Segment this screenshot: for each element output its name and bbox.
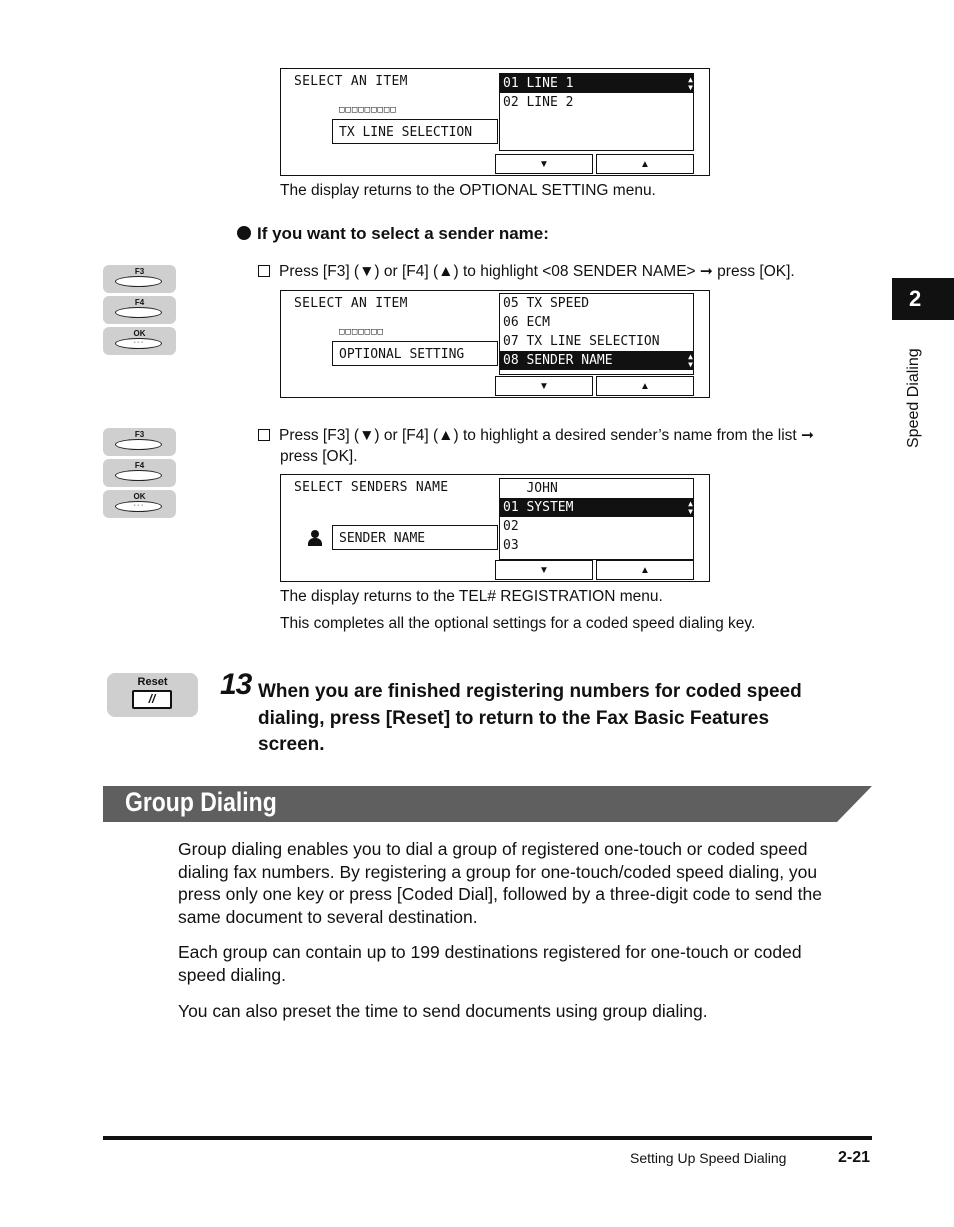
key-group-sender xyxy=(103,265,176,358)
paragraph: You can also preset the time to send documents using group dialing. xyxy=(178,1001,708,1021)
current-setting-field: TX LINE SELECTION xyxy=(332,119,498,144)
f3-key[interactable]: F3 xyxy=(103,428,176,456)
reset-key[interactable]: Reset // xyxy=(107,673,198,717)
f4-key[interactable]: F4 xyxy=(103,459,176,487)
current-setting-field: OPTIONAL SETTING xyxy=(332,341,498,366)
screen-title: SELECT AN ITEM xyxy=(294,296,408,311)
scroll-down-button[interactable]: ▼ xyxy=(495,376,593,396)
ok-key[interactable]: OK ◦ ◦ ◦ xyxy=(103,490,176,518)
screen-title: SELECT AN ITEM xyxy=(294,74,408,89)
list-item[interactable]: 02 xyxy=(503,519,519,534)
checkbox-icon xyxy=(258,265,270,277)
side-section-label: Speed Dialing xyxy=(905,348,922,448)
paragraph: Group dialing enables you to dial a group of registered one-touch or coded speed dialing fax numbers. By registering a group for one-touch/coded speed dialing, you press only one key or press [Coded Dial], followed by a three-digit code to send the same document to several destination. xyxy=(178,839,822,927)
checkbox-icon xyxy=(258,429,270,441)
list-item[interactable]: 05 TX SPEED xyxy=(503,296,590,311)
list-item[interactable]: 03 xyxy=(503,538,519,553)
chapter-tab: 2 xyxy=(892,278,954,320)
lcd-screen-tx-line xyxy=(280,68,710,176)
lcd-screen-senders-name xyxy=(280,474,710,582)
list-item[interactable]: 02 LINE 2 xyxy=(503,95,574,110)
entry-indicator: □□□□□□□ xyxy=(339,327,384,337)
f4-key[interactable]: F4 xyxy=(103,296,176,324)
paragraph: Each group can contain up to 199 destinations registered for one-touch or coded speed dialing. xyxy=(178,942,802,985)
footer-rule xyxy=(103,1136,872,1140)
current-setting-field: SENDER NAME xyxy=(332,525,498,550)
caption-tel-registration: The display returns to the TEL# REGISTRATION menu. xyxy=(280,588,663,605)
step-instruction: Press [F3] (▼) or [F4] (▲) to highlight <08 SENDER NAME> ➞ press [OK]. xyxy=(258,262,795,281)
option-list xyxy=(499,73,694,151)
section-title: Group Dialing xyxy=(125,787,277,817)
scroll-down-button[interactable]: ▼ xyxy=(495,560,593,580)
scroll-up-button[interactable]: ▲ xyxy=(596,154,694,174)
list-item[interactable]: 07 TX LINE SELECTION xyxy=(503,334,660,349)
ok-key[interactable]: OK ◦ ◦ ◦ xyxy=(103,327,176,355)
step-number: 13 xyxy=(220,668,252,701)
caption-optional-setting: The display returns to the OPTIONAL SETTING menu. xyxy=(280,182,656,199)
reset-icon: // xyxy=(132,690,172,709)
lcd-screen-sender-name xyxy=(280,290,710,398)
step-13-text: When you are finished registering numbers for coded speed dialing, press [Reset] to return to the Fax Basic Features screen. xyxy=(258,681,802,755)
list-item[interactable]: 06 ECM xyxy=(503,315,550,330)
scroll-up-button[interactable]: ▲ xyxy=(596,560,694,580)
footer-section-name: Setting Up Speed Dialing xyxy=(630,1150,787,1166)
list-item[interactable]: 01 SYSTEM ▲ ▼ xyxy=(500,498,693,517)
scroll-down-button[interactable]: ▼ xyxy=(495,154,593,174)
scroll-up-button[interactable]: ▲ xyxy=(596,376,694,396)
screen-title: SELECT SENDERS NAME xyxy=(294,480,449,495)
key-group-name xyxy=(103,428,176,521)
step-instruction: Press [F3] (▼) or [F4] (▲) to highlight a desired sender’s name from the list ➞ press [OK]. xyxy=(258,425,878,467)
entry-indicator: □□□□□□□□□ xyxy=(339,105,397,115)
caption-completion: This completes all the optional settings for a coded speed dialing key. xyxy=(280,615,756,632)
page-number: 2-21 xyxy=(838,1149,871,1166)
list-item[interactable]: JOHN xyxy=(503,481,558,496)
list-item[interactable]: 01 LINE 1 ▲ ▼ xyxy=(500,74,693,93)
bullet-icon xyxy=(237,226,251,240)
bullet-heading: If you want to select a sender name: xyxy=(237,224,549,244)
scroll-arrows-icon: ▲ ▼ xyxy=(688,499,691,516)
person-icon xyxy=(308,530,322,546)
list-item[interactable]: 08 SENDER NAME ▲ ▼ xyxy=(500,351,693,370)
scroll-arrows-icon: ▲ ▼ xyxy=(688,352,691,369)
scroll-arrows-icon: ▲ ▼ xyxy=(688,75,691,92)
option-list xyxy=(499,293,694,375)
f3-key[interactable]: F3 xyxy=(103,265,176,293)
option-list xyxy=(499,478,694,560)
